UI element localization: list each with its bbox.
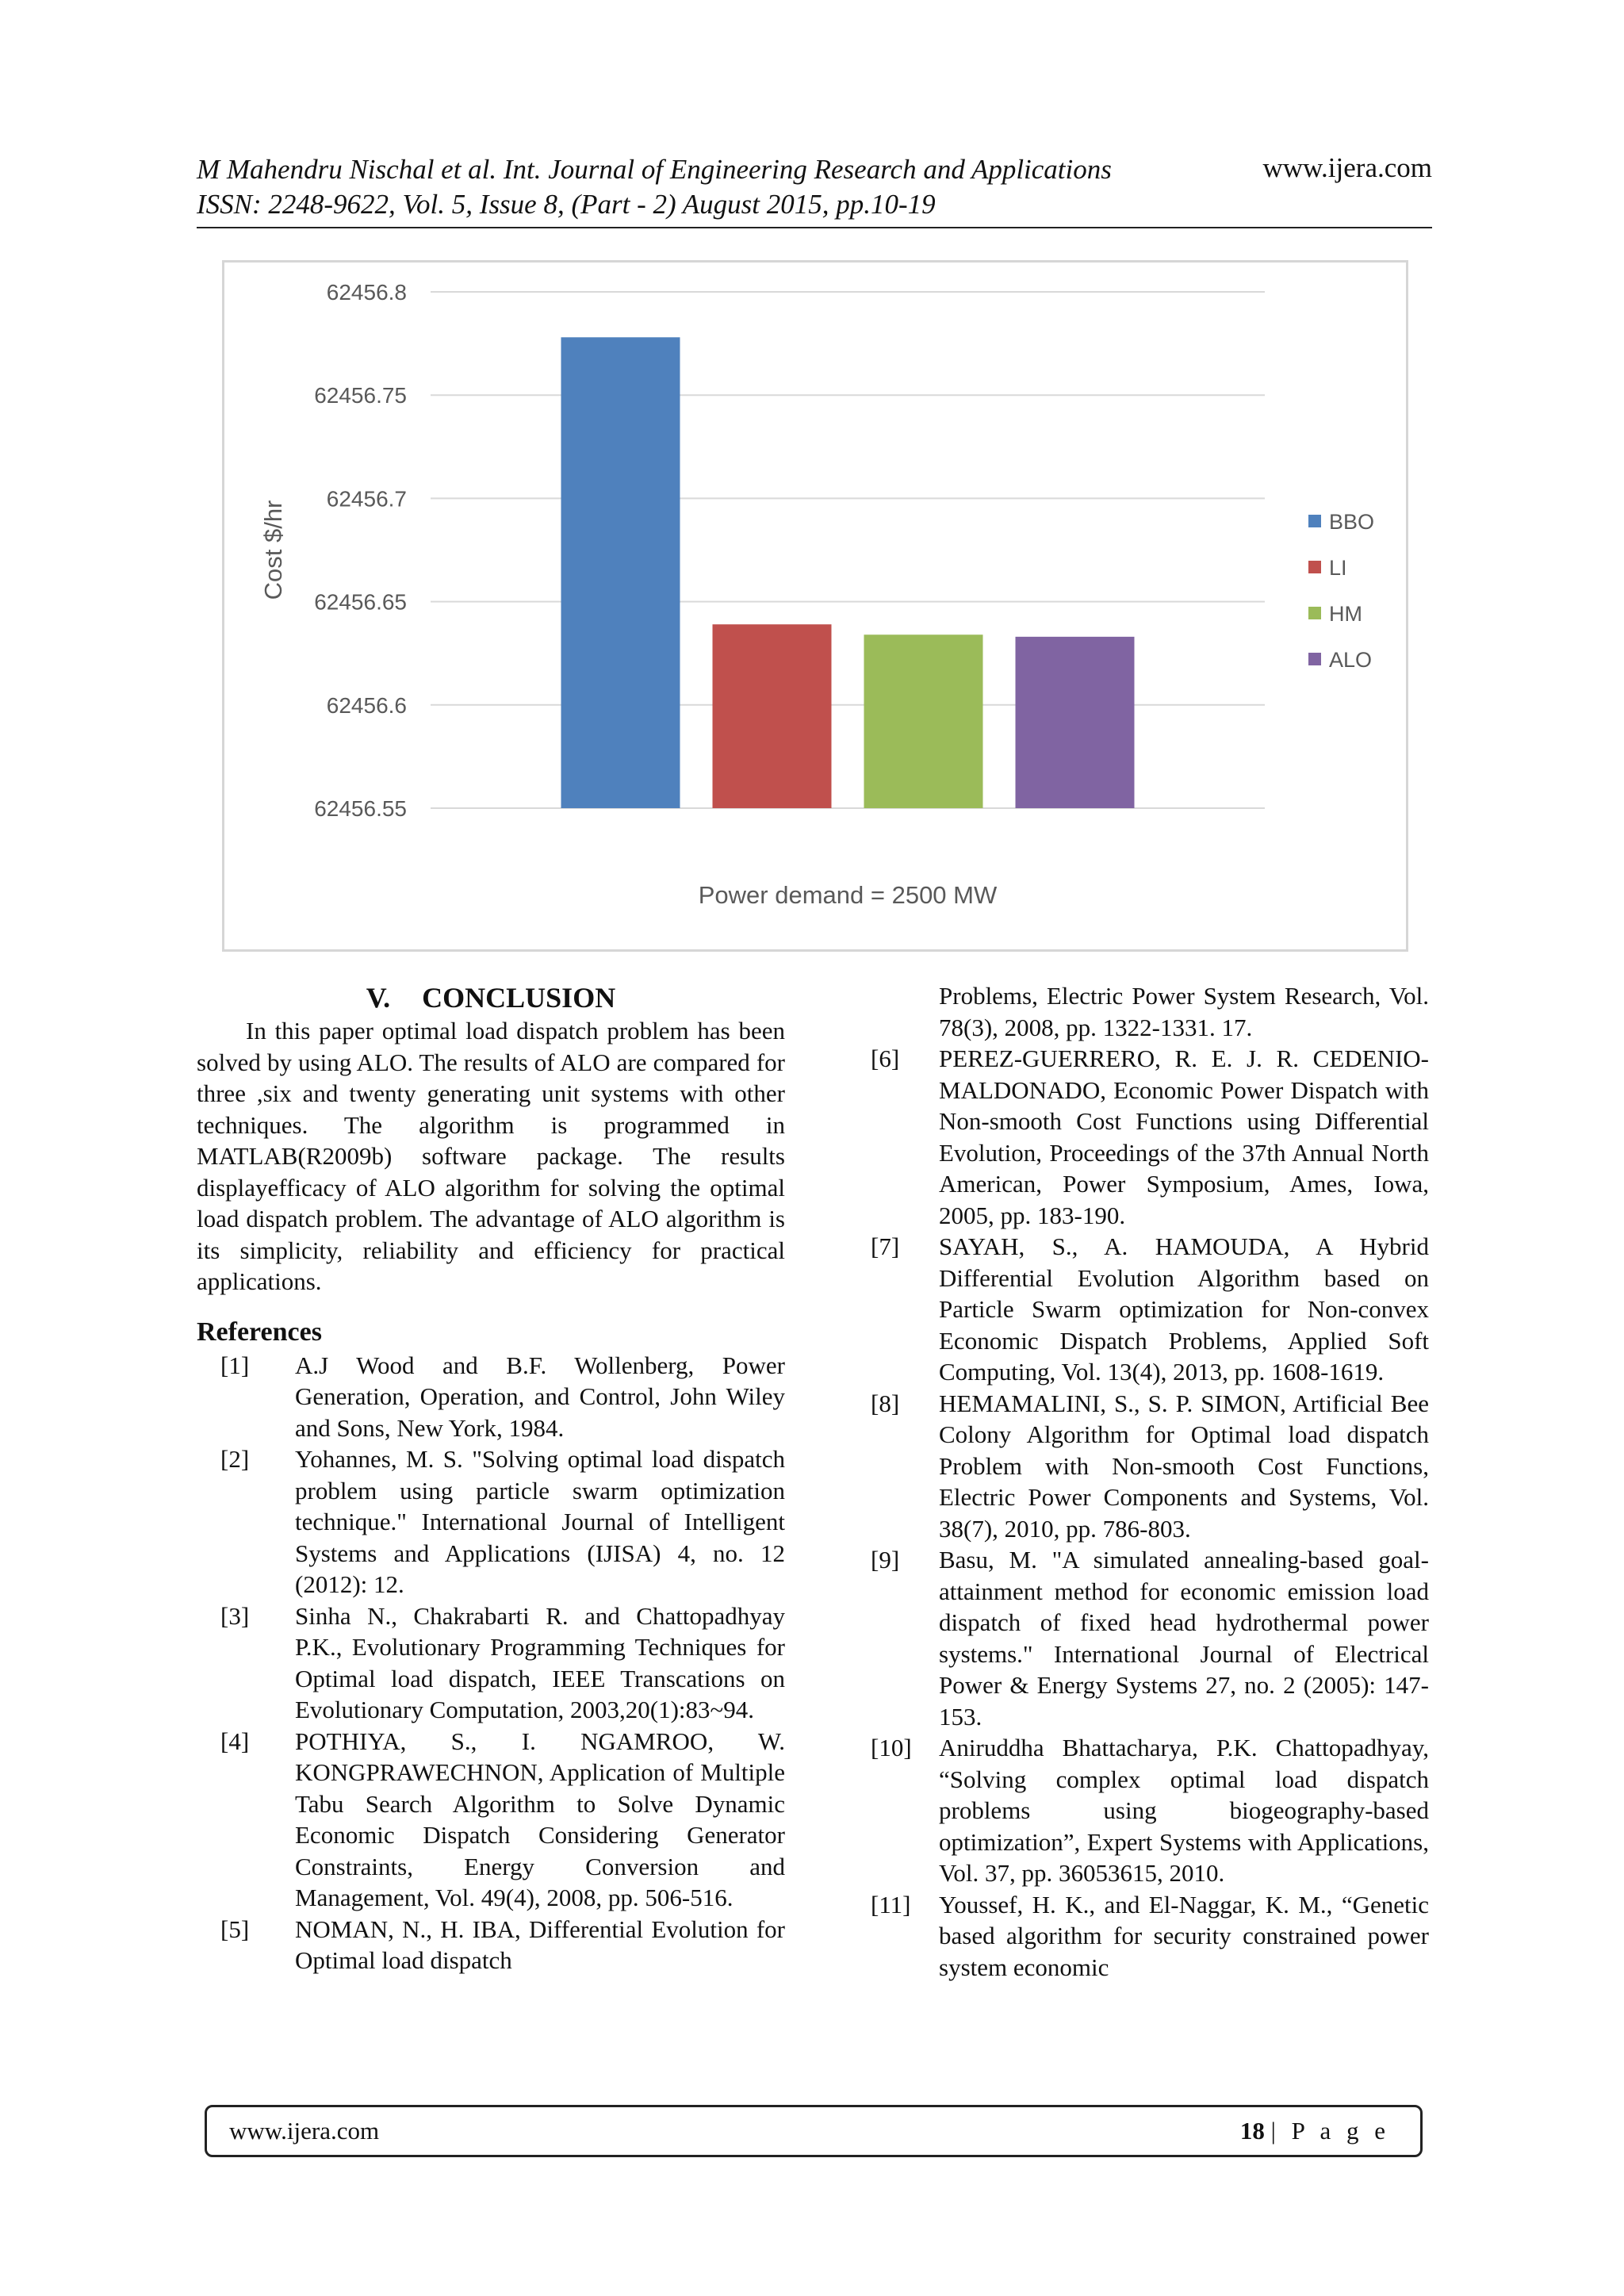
legend-swatch-bbo <box>1308 515 1321 527</box>
chart-canvas <box>224 263 1406 949</box>
page-number: 18 <box>1239 2117 1265 2145</box>
right-column <box>871 980 1429 1983</box>
reference-item <box>197 1726 785 1914</box>
reference-item <box>197 1443 785 1600</box>
reference-text: Yohannes, M. S. "Solving optimal load dispatch problem using particle swarm optimization technique." International Journal of Intelligent Systems and Applications (IJISA) 4, no. 12 (2012): 12. <box>295 1445 785 1598</box>
bar-alo <box>1016 637 1135 808</box>
references-heading: References <box>197 1317 322 1347</box>
reference-number: [6] <box>871 1045 900 1072</box>
y-tick-label: 62456.8 <box>326 280 407 305</box>
reference-number: [5] <box>220 1915 250 1943</box>
reference-number: [3] <box>220 1601 250 1630</box>
reference-text: Sinha N., Chakrabarti R. and Chattopadhyay P.K., Evolutionary Programming Techniques for Optimal load dispatch, IEEE Transcations on Evolutionary Computation, 2003,20(1):83~94. <box>295 1601 785 1723</box>
reference-item <box>871 1889 1429 1984</box>
section-number: V. <box>366 982 391 1014</box>
header-rule <box>197 227 1432 228</box>
legend-swatch-hm <box>1308 607 1321 619</box>
y-tick-label: 62456.6 <box>326 692 407 718</box>
reference-item <box>871 1043 1429 1231</box>
reference-text: NOMAN, N., H. IBA, Differential Evolution for Optimal load dispatch <box>295 1915 785 1974</box>
reference-item <box>871 1732 1429 1889</box>
reference-continuation: Problems, Electric Power System Research, Vol. 78(3), 2008, pp. 1322-1331. 17. <box>939 982 1429 1041</box>
reference-number: [9] <box>871 1546 900 1573</box>
reference-item <box>197 1350 785 1444</box>
y-tick-label: 62456.65 <box>314 589 407 615</box>
reference-item <box>871 1388 1429 1545</box>
header-url[interactable]: www.ijera.com <box>1262 152 1432 183</box>
reference-number: [8] <box>871 1389 900 1417</box>
legend-label-alo: ALO <box>1329 648 1373 672</box>
bar-bbo <box>561 337 680 808</box>
footer-url[interactable]: www.ijera.com <box>229 2117 380 2145</box>
reference-number: [10] <box>871 1734 912 1761</box>
legend-swatch-li <box>1308 561 1321 573</box>
reference-text: POTHIYA, S., I. NGAMROO, W. KONGPRAWECHNON, Application of Multiple Tabu Search Algorithm to Solve Dynamic Economic Dispatch Considering Generator Constraints, Energy Conversion and Management, Vol. 49(4), 2008, pp. 506-516. <box>295 1727 785 1911</box>
reference-text: SAYAH, S., A. HAMOUDA, A Hybrid Differential Evolution Algorithm based on Particle Swarm optimization for Non-convex Economic Dispatch Problems, Applied Soft Computing, Vol. 13(4), 2013, pp. 1608-1619. <box>939 1232 1429 1386</box>
x-axis-label: Power demand = 2500 MW <box>698 881 998 909</box>
conclusion-paragraph: In this paper optimal load dispatch problem has been solved by using ALO. The results of ALO are compared for three ,six and twenty generating unit systems with other techniques. The algorithm is programmed in MATLAB(R2009b) software package. The results displayefficacy of ALO algorithm for solving the optimal load dispatch problem. The advantage of ALO algorithm is its simplicity, reliability and efficiency for practical applications. <box>197 1017 785 1295</box>
header-journal-line: M Mahendru Nischal et al. Int. Journal of Engineering Research and Applications <box>197 154 1112 185</box>
page-number-label <box>1240 2117 1390 2145</box>
bar-hm <box>864 634 983 808</box>
header-issn-line: ISSN: 2248-9622, Vol. 5, Issue 8, (Part - 2) August 2015, pp.10-19 <box>197 189 936 220</box>
page-footer <box>205 2105 1423 2157</box>
reference-item <box>871 1231 1429 1388</box>
reference-text: Basu, M. "A simulated annealing-based goal-attainment method for economic emission load dispatch of fixed head hydrothermal power systems." International Journal of Electrical Power & Energy Systems 27, no. 2 (2005): 147-153. <box>939 1546 1429 1731</box>
cost-bar-chart <box>222 260 1408 952</box>
reference-text: HEMAMALINI, S., S. P. SIMON, Artificial Bee Colony Algorithm for Optimal load dispatch Problem with Non-smooth Cost Functions, Electric Power Components and Systems, Vol. 38(7), 2010, pp. 786-803. <box>939 1389 1429 1543</box>
reference-text: PEREZ-GUERRERO, R. E. J. R. CEDENIO-MALDONADO, Economic Power Dispatch with Non-smooth Cost Functions using Differential Evolution, Proceedings of the 37th Annual North American, Power Symposium, Ames, Iowa, 2005, pp. 183-190. <box>939 1045 1429 1229</box>
y-tick-label: 62456.55 <box>314 796 407 821</box>
page-word: | P a g e <box>1270 2117 1390 2145</box>
reference-text: Youssef, H. K., and El-Naggar, K. M., “Genetic based algorithm for security constrained power system economic <box>939 1890 1429 1981</box>
reference-number: [7] <box>871 1232 900 1260</box>
y-tick-label: 62456.75 <box>314 383 407 408</box>
reference-item <box>197 1914 785 1976</box>
reference-item <box>871 1544 1429 1732</box>
reference-text: A.J Wood and B.F. Wollenberg, Power Generation, Operation, and Control, John Wiley and Sons, New York, 1984. <box>295 1351 785 1442</box>
left-column <box>197 980 785 1976</box>
reference-number: [4] <box>220 1727 250 1755</box>
reference-number: [1] <box>220 1351 250 1379</box>
running-header <box>197 152 1432 222</box>
legend-label-hm: HM <box>1329 602 1362 626</box>
reference-number: [2] <box>220 1445 250 1473</box>
reference-number: [11] <box>871 1890 911 1918</box>
legend-label-li: LI <box>1329 556 1347 580</box>
y-tick-label: 62456.7 <box>326 486 407 512</box>
section-title: CONCLUSION <box>422 982 616 1014</box>
y-axis-label: Cost $/hr <box>259 500 287 600</box>
reference-item <box>197 1600 785 1726</box>
legend-label-bbo: BBO <box>1329 510 1375 534</box>
reference-text: Aniruddha Bhattacharya, P.K. Chattopadhyay, “Solving complex optimal load dispatch problems using biogeography-based optimization”, Expert Systems with Applications, Vol. 37, pp. 36053615, 2010. <box>939 1734 1429 1887</box>
bar-li <box>713 624 832 808</box>
legend-swatch-alo <box>1308 653 1321 665</box>
section-heading <box>197 980 785 1015</box>
